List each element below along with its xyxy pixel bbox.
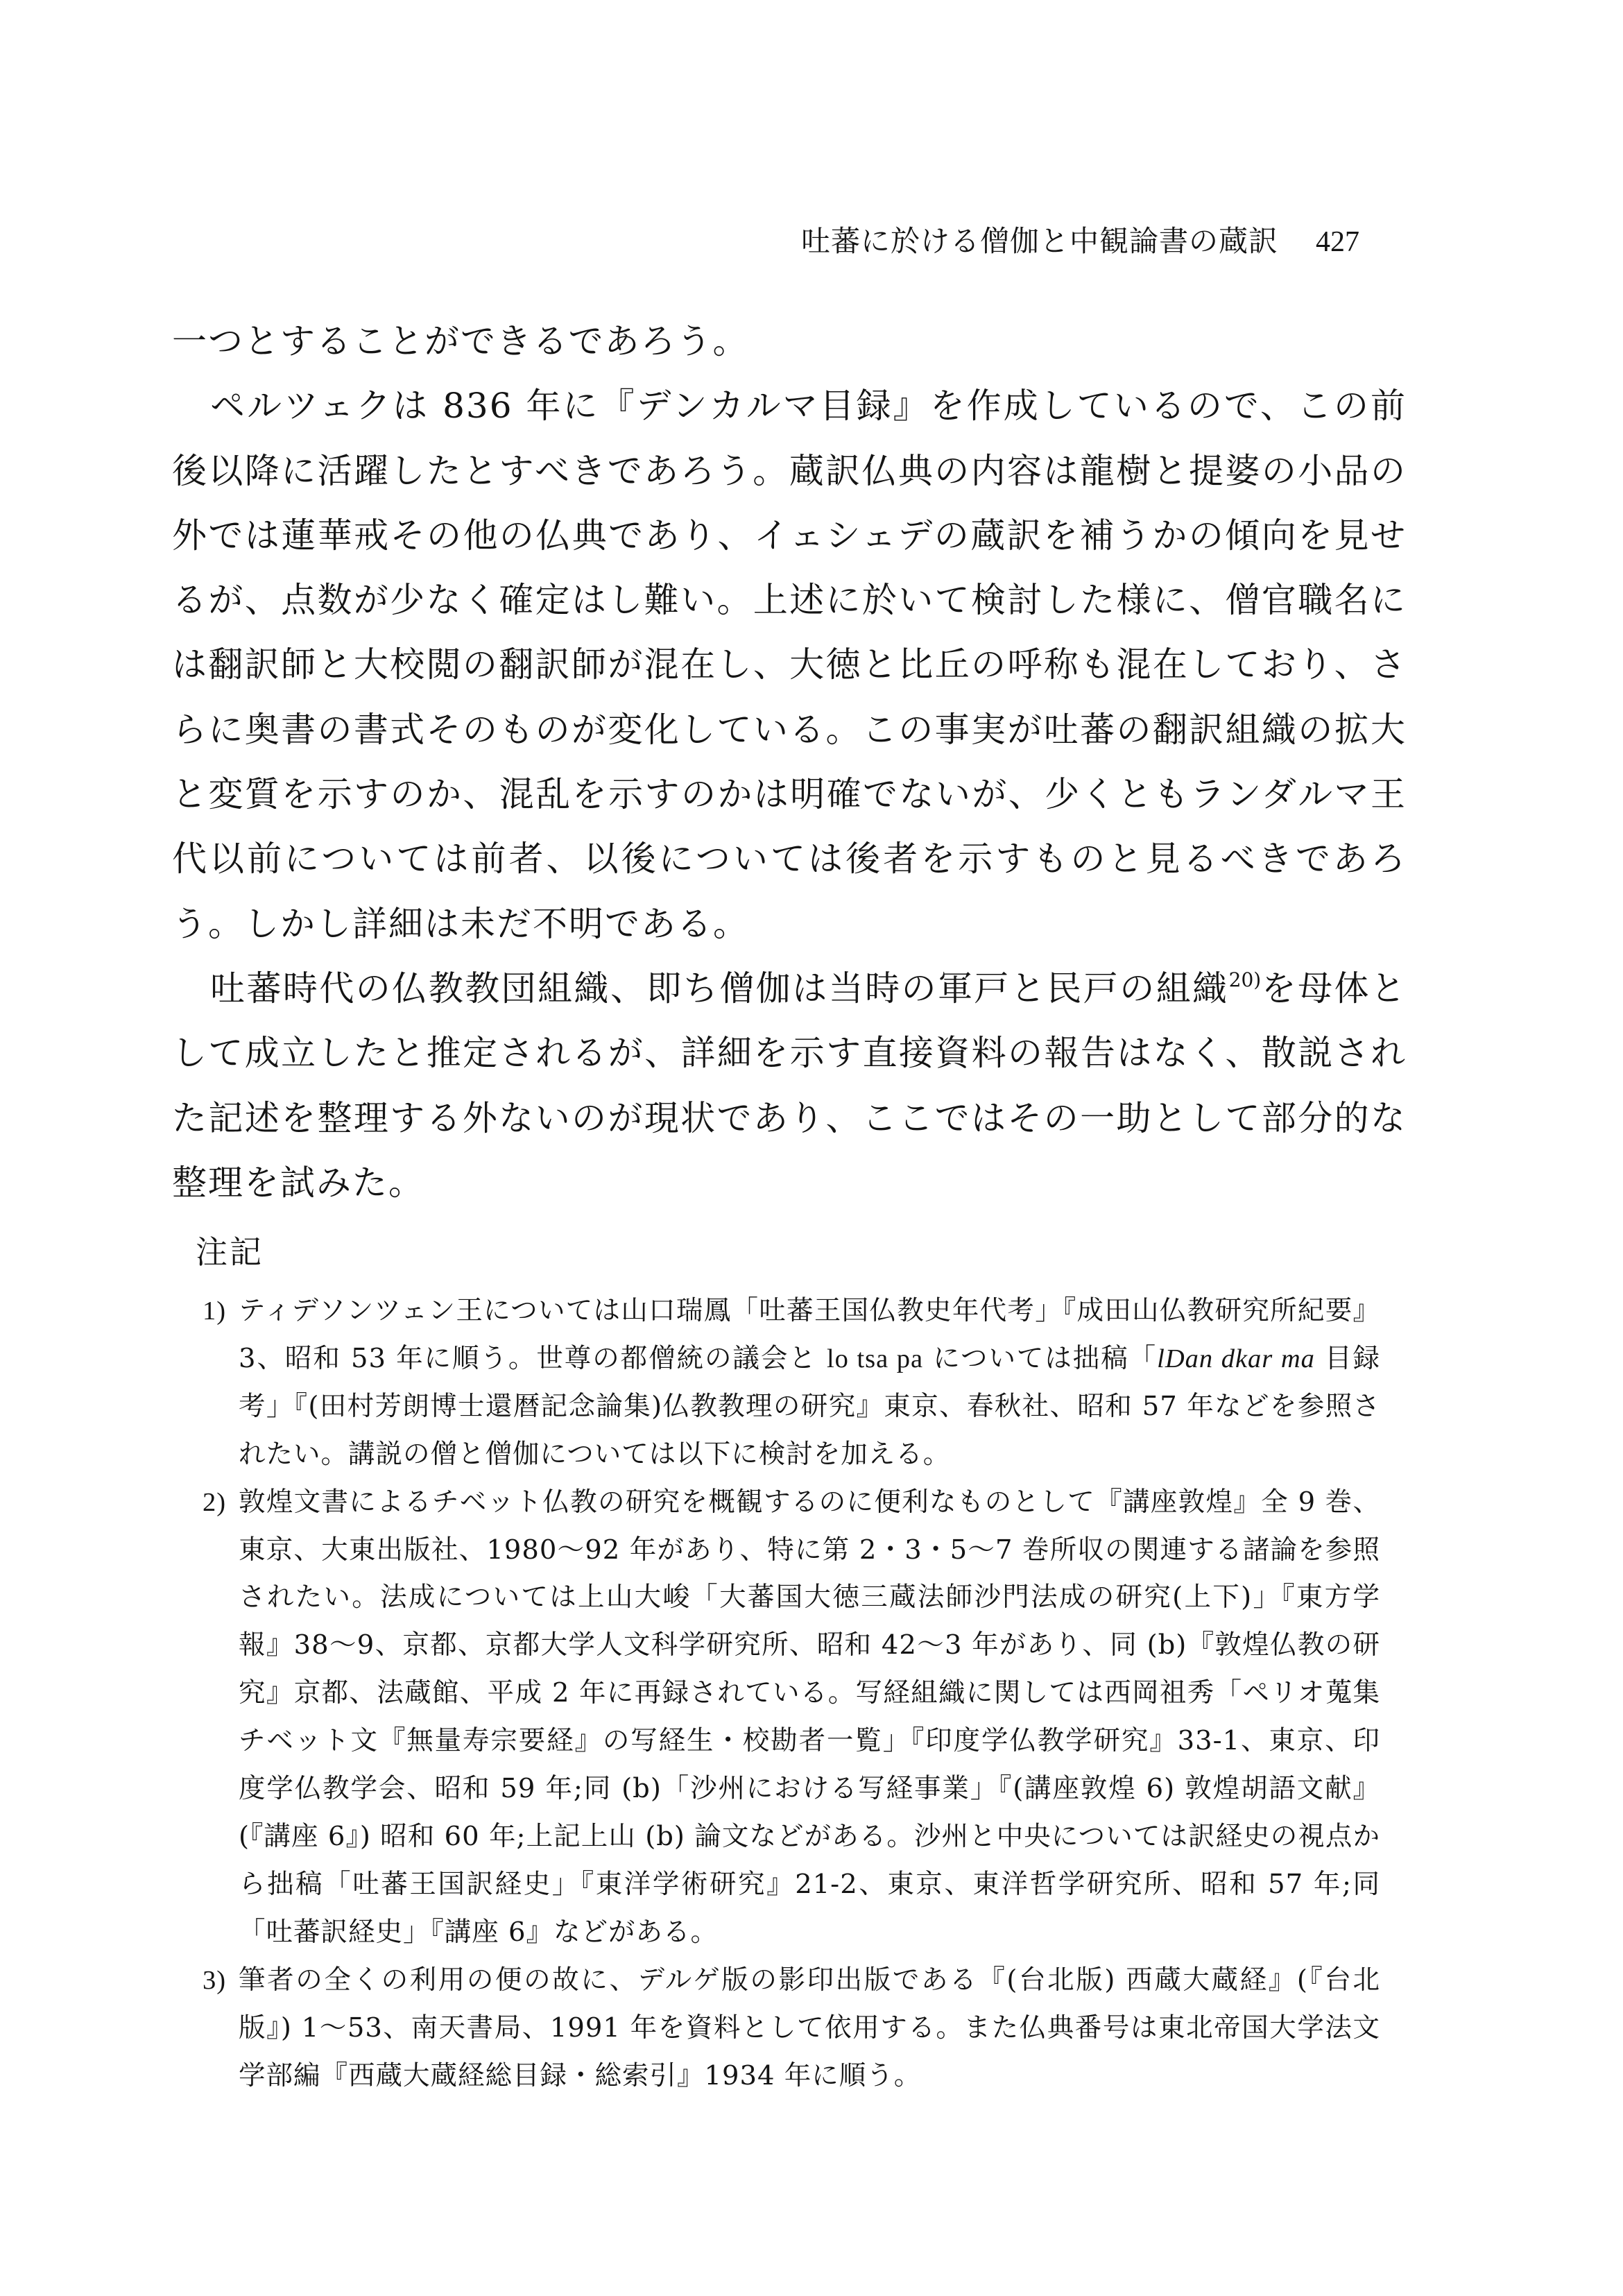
note-1-italic-title: lDan dkar ma bbox=[1157, 1344, 1315, 1373]
note-3 bbox=[191, 1957, 1380, 2100]
note-number: 1) bbox=[203, 1296, 227, 1326]
page-number: 427 bbox=[1316, 226, 1359, 258]
paragraph-3 bbox=[172, 957, 1407, 1215]
note-1-lotsapa: lo tsa pa bbox=[826, 1344, 924, 1373]
note-1-text-a: ティデソンツェン王については山口瑞鳳「吐蕃王国仏教史年代考」『成田山仏教研究所紀要』3、昭和 53 年に順う。世尊の都僧統の議会と bbox=[239, 1295, 1380, 1374]
note-text: 敦煌文書によるチベット仏教の研究を概観するのに便利なものとして『講座敦煌』全 9 巻、東京、大東出版社、1980～92 年があり、特に第 2・3・5～7 巻所収の関連する諸論を参照されたい。法成については上山大峻「大蕃国大徳三蔵法師沙門法成の研究(上下)」『東方学報』38～9、京都、京都大学人文科学研究所、昭和 42～3 年があり、同 (b)『敦煌仏教の研究』京都、法蔵館、平成 2 年に再録されている。写経組織に関しては西岡祖秀「ペリオ蒐集チベット文『無量寿宗要経』の写経生・校勘者一覧」『印度学仏教学研究』33-1、東京、印度学仏教学会、昭和 59 年;同 (b)「沙州における写経事業」『(講座敦煌 6) 敦煌胡語文献』(『講座 6』) 昭和 60 年;上記上山 (b) 論文などがある。沙州と中央については訳経史の視点から拙稿「吐蕃王国訳経史」『東洋学術研究』21-2、東京、東洋哲学研究所、昭和 57 年;同「吐蕃訳経史」『講座 6』などがある。 bbox=[239, 1486, 1380, 1948]
notes-list bbox=[191, 1287, 1380, 2100]
running-head bbox=[801, 221, 1359, 263]
note-number: 2) bbox=[203, 1487, 227, 1517]
paragraph-3-text-a: 吐蕃時代の仏教教団組織、即ち僧伽は当時の軍戸と民戸の組織 bbox=[210, 968, 1229, 1009]
paragraph-2: ペルツェクは 836 年に『デンカルマ目録』を作成しているので、この前後以降に活躍したとすべきであろう。蔵訳仏典の内容は龍樹と提婆の小品の外では蓮華戒その他の仏典であり、イェシェデの蔵訳を補うかの傾向を見せるが、点数が少なく確定はし難い。上述に於いて検討した様に、僧官職名には翻訳師と大校閲の翻訳師が混在し、大徳と比丘の呼称も混在しており、さらに奥書の書式そのものが変化している。この事実が吐蕃の翻訳組織の拡大と変質を示すのか、混乱を示すのかは明確でないが、少くともランダルマ王代以前については前者、以後については後者を示すものと見るべきであろう。しかし詳細は未だ不明である。 bbox=[172, 386, 1407, 944]
note-1-text-b: については拙稿「 bbox=[923, 1342, 1158, 1374]
footnote-ref-20[interactable]: 20) bbox=[1228, 968, 1262, 991]
note-1-text-c: 目録考」『(田村芳朗博士還暦記念論集)仏教教理の研究』東京、春秋社、昭和 57 年などを参照されたい。講説の僧と僧伽については以下に検討を加える。 bbox=[239, 1342, 1381, 1470]
note-1 bbox=[191, 1287, 1380, 1479]
paragraph-1: 一つとすることができるであろう。 bbox=[172, 321, 749, 361]
paragraph-3-text-b: を母体として成立したと推定されるが、詳細を示す直接資料の報告はなく、散説された記述を整理する外ないのが現状であり、ここではその一助として部分的な整理を試みた。 bbox=[172, 968, 1407, 1203]
note-text: 筆者の全くの利用の便の故に、デルゲ版の影印出版である『(台北版) 西蔵大蔵経』(『台北版』) 1～53、南天書局、1991 年を資料として依用する。また仏典番号は東北帝国大学法文学部編『西蔵大蔵経総目録・総索引』1934 年に順う。 bbox=[239, 1964, 1380, 2091]
note-text bbox=[239, 1287, 1380, 1479]
note-2 bbox=[191, 1479, 1380, 1957]
note-number: 3) bbox=[203, 1965, 227, 1995]
running-head-title: 吐蕃に於ける僧伽と中観論書の蔵訳 bbox=[800, 224, 1278, 258]
body-text bbox=[172, 309, 1407, 1215]
notes-heading: 注記 bbox=[196, 1233, 264, 1271]
